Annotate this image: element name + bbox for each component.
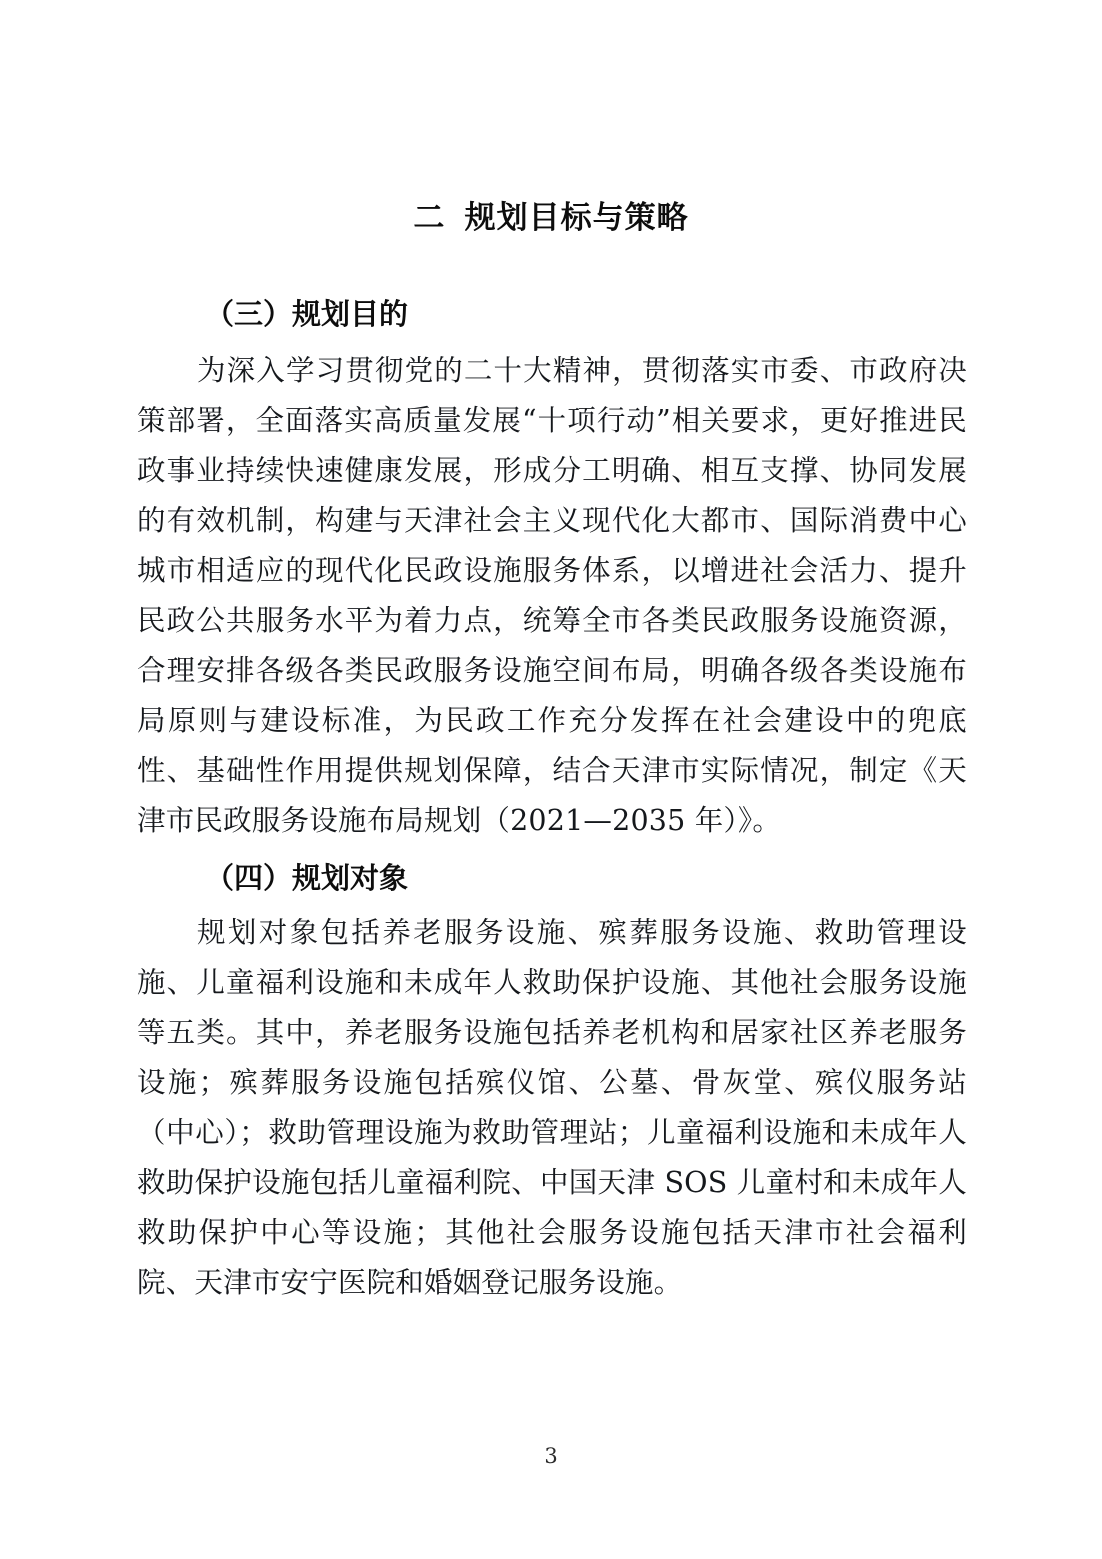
document-body bbox=[137, 290, 967, 1308]
section-paragraph-planning-scope: 规划对象包括养老服务设施、殡葬服务设施、救助管理设施、儿童福利设施和未成年人救助保护设施、其他社会服务设施等五类。其中，养老服务设施包括养老机构和居家社区养老服务设施；殡葬服务设施包括殡仪馆、公墓、骨灰堂、殡仪服务站（中心）；救助管理设施为救助管理站；儿童福利设施和未成年人救助保护设施包括儿童福利院、中国天津 SOS 儿童村和未成年人救助保护中心等设施；其他社会服务设施包括天津市社会福利院、天津市安宁医院和婚姻登记服务设施。 bbox=[137, 916, 967, 1299]
page-number: 3 bbox=[544, 1444, 558, 1468]
section-heading-planning-purpose: （三）规划目的 bbox=[205, 299, 409, 331]
page-title: 二 规划目标与策略 bbox=[413, 200, 689, 235]
section-heading-planning-scope: （四）规划对象 bbox=[205, 863, 409, 895]
section-paragraph-planning-purpose: 为深入学习贯彻党的二十大精神，贯彻落实市委、市政府决策部署，全面落实高质量发展“十项行动”相关要求，更好推进民政事业持续快速健康发展，形成分工明确、相互支撑、协同发展的有效机制，构建与天津社会主义现代化大都市、国际消费中心城市相适应的现代化民政设施服务体系，以增进社会活力、提升民政公共服务水平为着力点，统筹全市各类民政服务设施资源，合理安排各级各类民政服务设施空间布局，明确各级各类设施布局原则与建设标准，为民政工作充分发挥在社会建设中的兜底性、基础性作用提供规划保障，结合天津市实际情况，制定《天津市民政服务设施布局规划（2021—2035 年）》。 bbox=[137, 354, 967, 837]
